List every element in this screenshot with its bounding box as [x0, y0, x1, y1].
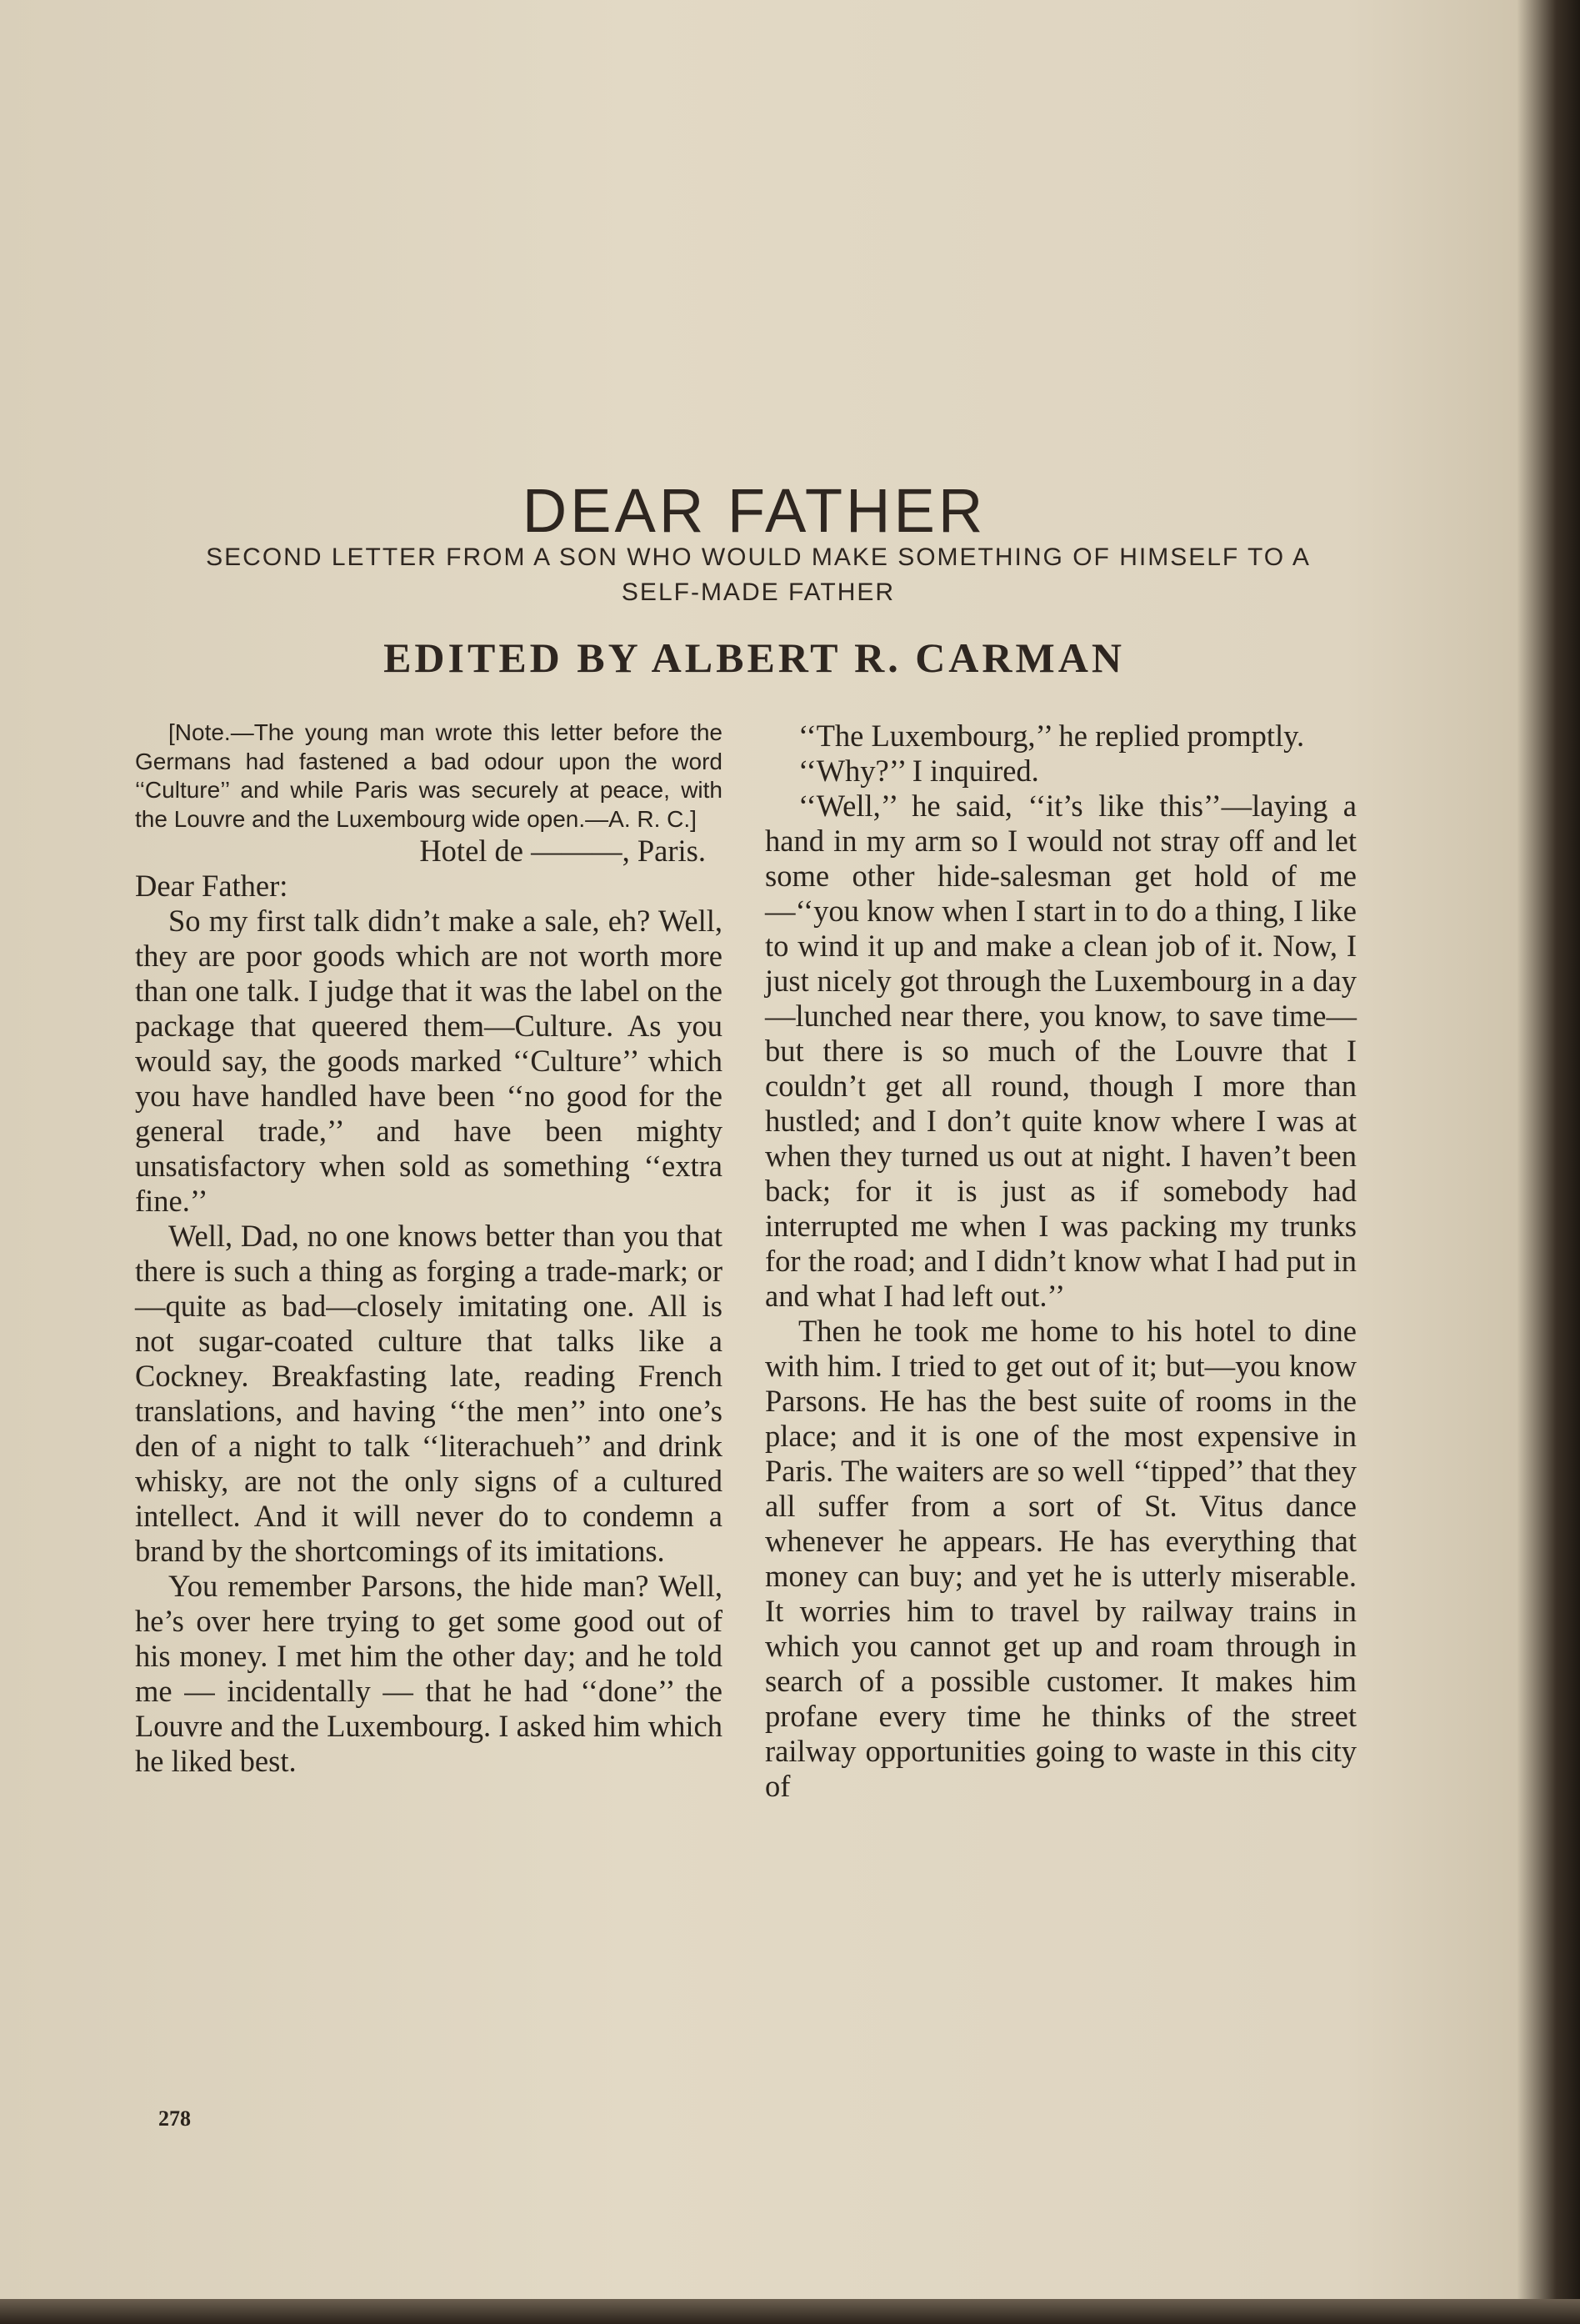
paragraph: Then he took me home to his hotel to dine with him. I tried to get out of it; but—you know Parsons. He has the best suite of rooms in the place; and it is one of the most expensive in Paris. The waiters are so well ‘‘tipped’’ that they all suffer from a sort of St. Vitus dance whenever he appears. He has everything that money can buy; and yet he is utterly miserable. It worries him to travel by railway trains in which you cannot get up and roam through in search of a possible customer. It makes him profane every time he thinks of the street railway opportunities going to waste in this city of	[765, 1314, 1357, 1803]
article-title: DEAR FATHER	[522, 475, 987, 545]
paragraph: ‘‘Why?’’ I inquired.	[798, 754, 1039, 788]
paragraph: So my first talk didn’t make a sale, eh? Well, they are poor goods which are not worth more than one talk. I judge that it was the label on the package that queered them—Culture. As you would say, the goods marked ‘‘Culture’’ which you have handled have been ‘‘no good for the general trade,’’ and have been mighty unsatisfactory when sold as something ‘‘extra fine.’’	[135, 904, 722, 1218]
paragraph: You remember Parsons, the hide man? Well, he’s over here trying to get some good out of his money. I met him the other day; and he told me — incidentally — that he had ‘‘done’’ the Louvre and the Luxembourg. I asked him which he liked best.	[135, 1569, 722, 1778]
article-byline: EDITED BY ALBERT R. CARMAN	[383, 634, 1125, 681]
paragraph: ‘‘Well,’’ he said, ‘‘it’s like this’’—laying a hand in my arm so I would not stray off and let some other hide-salesman get hold of me—‘‘you know when I start in to do a thing, I like to wind it up and make a clean job of it. Now, I just nicely got through the Luxembourg in a day—lunched near there, you know, to save time—but there is so much of the Louvre that I couldn’t get all round, though I more than hustled; and I don’t quite know where I was at when they turned us out at night. I haven’t been back; for it is just as if somebody had interrupted me when I was packing my trunks for the road; and I didn’t know what I had put in and what I had left out.’’	[765, 789, 1357, 1313]
paragraph: Well, Dad, no one knows better than you that there is such a thing as forging a trade-mark; or—quite as bad—closely imitating one. All is not sugar-coated culture that talks like a Cockney. Breakfasting late, reading French translations, and having ‘‘the men’’ into one’s den of a night to talk ‘‘literachueh’’ and drink whisky, are not the only signs of a cultured intellect. And it will never do to condemn a brand by the shortcomings of its imitations.	[135, 1219, 722, 1568]
page-number: 278	[158, 2106, 191, 2131]
right-column	[765, 719, 1357, 1804]
left-column	[135, 719, 722, 1779]
page-edge-shadow	[0, 2299, 1580, 2324]
letter-salutation: Dear Father:	[135, 869, 288, 903]
letter-dateline: Hotel de ———, Paris.	[419, 834, 706, 868]
editor-note: [Note.—The young man wrote this letter before the Germans had fastened a bad odour upon the word ‘‘Culture’’ and while Paris was securely at peace, with the Louvre and the Luxembourg wide open.—A. R. C.]	[135, 719, 722, 832]
paragraph: ‘‘The Luxembourg,’’ he replied promptly.	[798, 719, 1305, 753]
article-subtitle: SECOND LETTER FROM A SON WHO WOULD MAKE SOMETHING OF HIMSELF TO A SELF-MADE FATHER	[206, 543, 1311, 606]
